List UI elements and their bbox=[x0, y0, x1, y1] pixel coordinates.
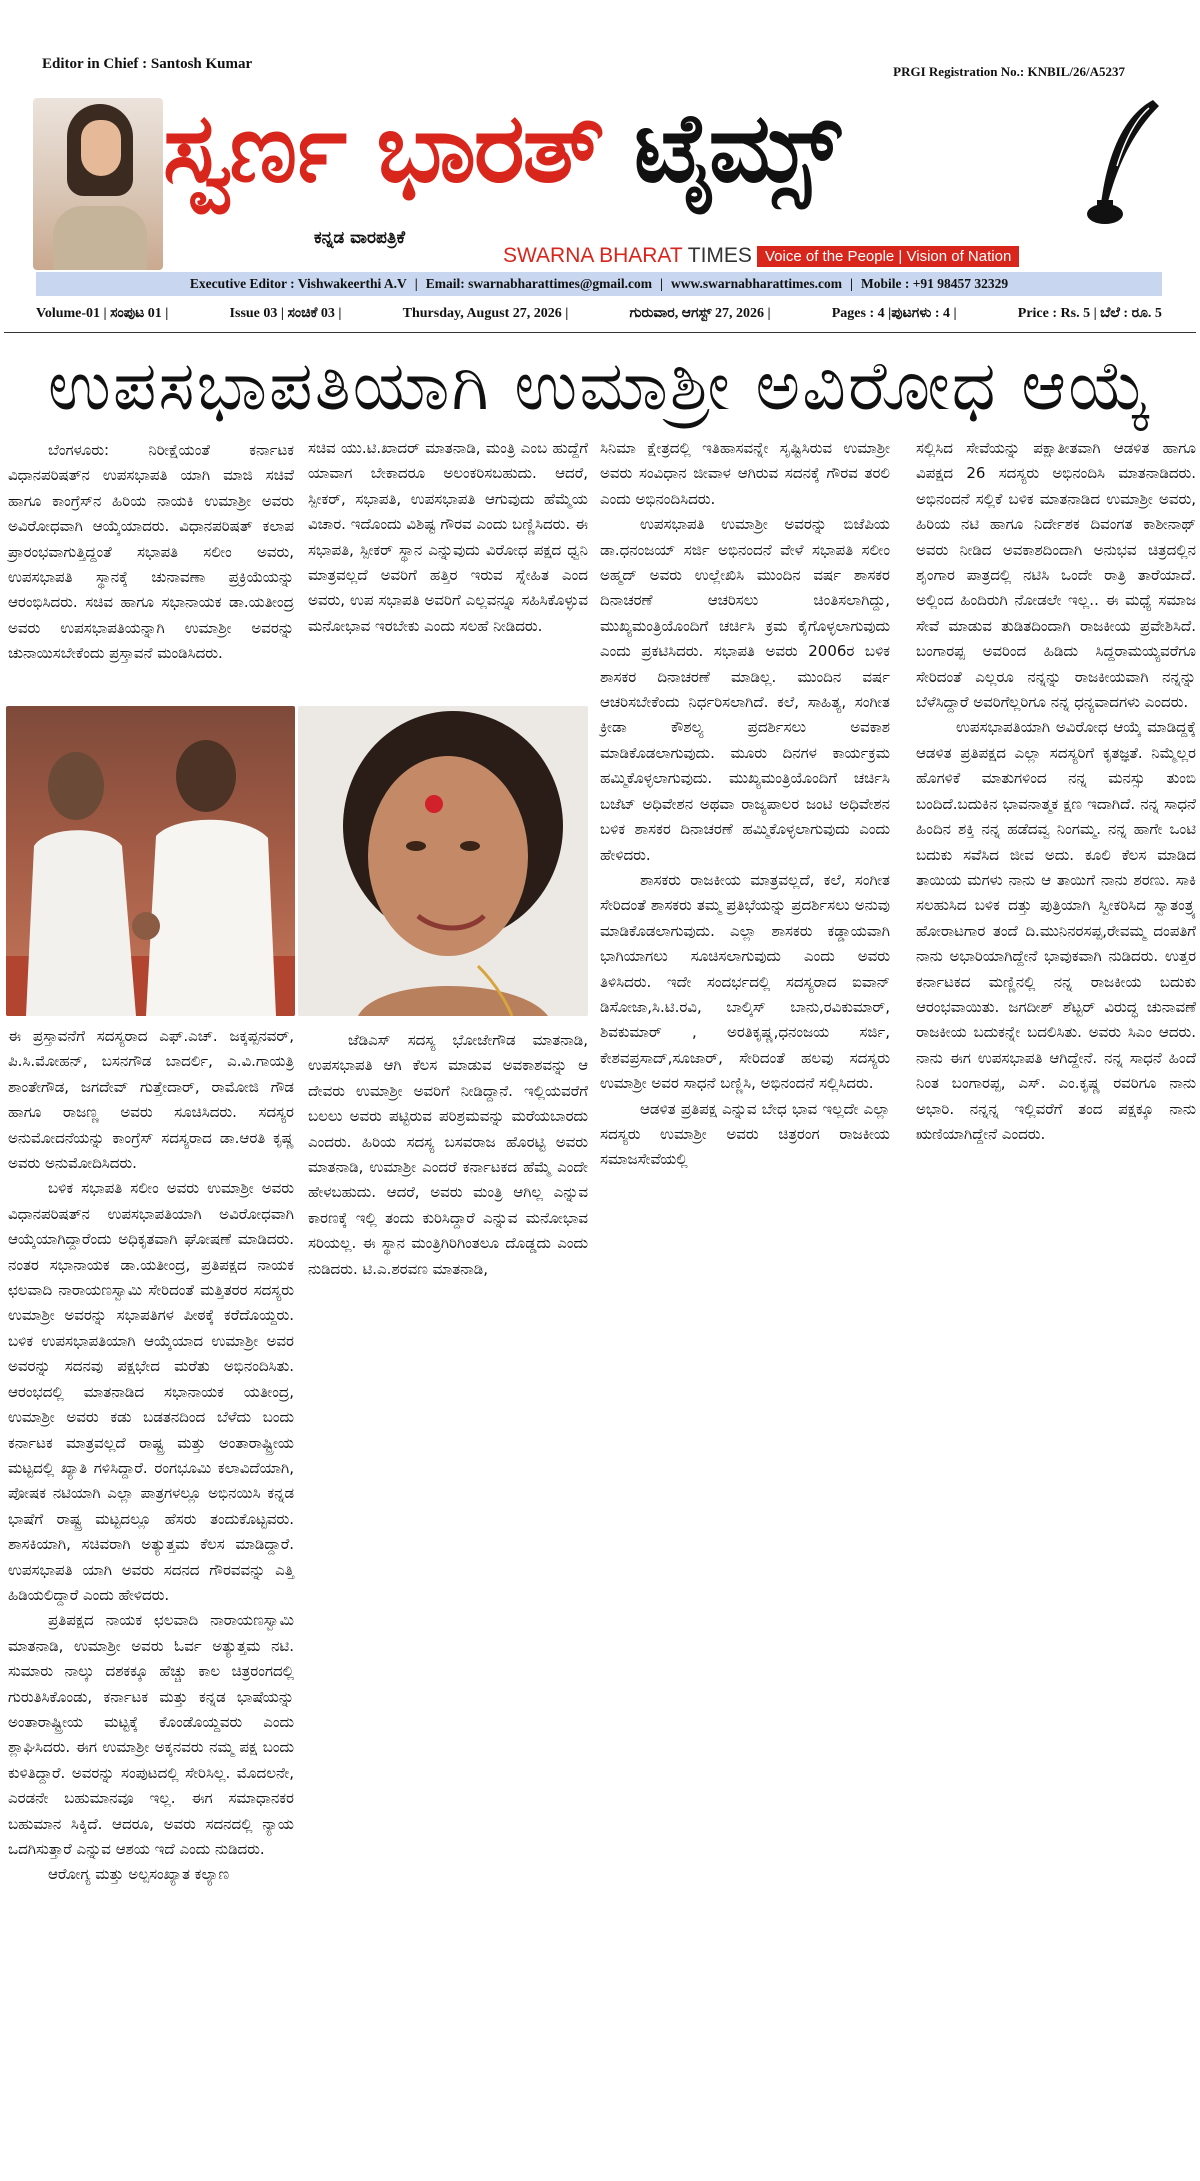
registration-number: PRGI Registration No.: KNBIL/26/A5237 bbox=[893, 64, 1125, 79]
price: Price : Rs. 5 | ಬೆಲೆ : ರೂ. 5 bbox=[1017, 306, 1162, 321]
masthead bbox=[33, 88, 1163, 278]
paragraph: ಉಪಸಭಾಪತಿ ಉಮಾಶ್ರೀ ಅವರನ್ನು ಬಿಜೆಪಿಯ ಡಾ.ಧನಂಜಯ್ ಸರ್ಜಿ ಅಭಿನಂದನೆ ವೇಳೆ ಸಭಾಪತಿ ಸಲೀಂ ಅಹ್ಮದ್ ಅವರು ಉಲ್ಲೇಖಿಸಿ ಮುಂದಿನ ವರ್ಷ ಶಾಸಕರ ದಿನಾಚರಣೆ ಆಚರಿಸಲು ಚಿಂತಿಸಲಾಗಿದ್ದು, ಮುಖ್ಯಮಂತ್ರಿಯೊಂದಿಗೆ ಚರ್ಚಿಸಿ ಕ್ರಮ ಕೈಗೊಳ್ಳಲಾಗುವುದು ಎಂದು ಪ್ರಕಟಿಸಿದರು. ಸಭಾಪತಿ ಅವರು 2006ರ ಬಳಿಕ ಶಾಸಕರ ದಿನಾಚರಣೆ ಮಾಡಿಲ್ಲ. ಮುಂದಿನ ವರ್ಷ ಆಚರಿಸಬೇಕೆಂದು ನಿರ್ಧರಿಸಲಾಗಿದೆ. ಕಲೆ, ಸಾಹಿತ್ಯ, ಸಂಗೀತ ಕ್ರೀಡಾ ಕೌಶಲ್ಯ ಪ್ರದರ್ಶಿಸಲು ಅವಕಾಶ ಮಾಡಿಕೊಡಲಾಗುವುದು. ಮೂರು ದಿನಗಳ ಕಾರ್ಯಕ್ರಮ ಹಮ್ಮಿಕೊಳ್ಳಲಾಗುವುದು. ಮುಖ್ಯಮಂತ್ರಿಯೊಂದಿಗೆ ಚರ್ಚಿಸಿ ಬಜೆಟ್ ಅಧಿವೇಶನ ಅಥವಾ ರಾಜ್ಯಪಾಲರ ಜಂಟಿ ಅಧಿವೇಶನ ಬಳಿಕ ಶಾಸಕರ ದಿನಾಚರಣೆ ಹಮ್ಮಿಕೊಳ್ಳಲಾಗುವುದು ಎಂದು ಹೇಳಿದರು. bbox=[600, 515, 890, 864]
paragraph: ಬಳಿಕ ಸಭಾಪತಿ ಸಲೀಂ ಅವರು ಉಮಾಶ್ರೀ ಅವರು ವಿಧಾನಪರಿಷತ್‌ನ ಉಪಸಭಾಪತಿಯಾಗಿ ಅವಿರೋಧವಾಗಿ ಆಯ್ಕೆಯಾಗಿದ್ದಾರೆಂದು ಅಧಿಕೃತವಾಗಿ ಘೋಷಣೆ ಮಾಡಿದರು. ನಂತರ ಸಭಾನಾಯಕ ಡಾ.ಯತೀಂದ್ರ, ಪ್ರತಿಪಕ್ಷದ ನಾಯಕ ಛಲವಾದಿ ನಾರಾಯಣಸ್ವಾಮಿ ಸೇರಿದಂತೆ ಮತ್ತಿತರರ ಸದಸ್ಯರು ಉಮಾಶ್ರೀ ಅವರನ್ನು ಸಭಾಪತಿಗಳ ಪೀಠಕ್ಕೆ ಕರೆದೊಯ್ದರು. ಬಳಿಕ ಉಪಸಭಾಪತಿಯಾಗಿ ಆಯ್ಕೆಯಾದ ಉಮಾಶ್ರೀ ಅವರ ಅವರನ್ನು ಸದನವು ಪಕ್ಷಭೇದ ಮರೆತು ಅಭಿನಂದಿಸಿತು. ಆರಂಭದಲ್ಲಿ ಮಾತನಾಡಿದ ಸಭಾನಾಯಕ ಯತೀಂದ್ರ, ಉಮಾಶ್ರೀ ಅವರು ಕಡು ಬಡತನದಿಂದ ಬೆಳೆದು ಬಂದು ಕರ್ನಾಟಕ ಮಾತ್ರವಲ್ಲದೆ ರಾಷ್ಟ್ರ ಮತ್ತು ಅಂತಾರಾಷ್ಟ್ರೀಯ ಮಟ್ಟದಲ್ಲಿ ಖ್ಯಾತಿ ಗಳಿಸಿದ್ದಾರೆ. ರಂಗಭೂಮಿ ಕಲಾವಿದೆಯಾಗಿ, ಪೋಷಕ ನಟಿಯಾಗಿ ಎಲ್ಲಾ ಪಾತ್ರಗಳಲ್ಲೂ ಅಭಿನಯಿಸಿ ಕನ್ನಡ ಭಾಷೆಗೆ ರಾಷ್ಟ್ರ ಮಟ್ಟದಲ್ಲೂ ಹೆಸರು ತಂದುಕೊಟ್ಟವರು. ಶಾಸಕಿಯಾಗಿ, ಸಚಿವರಾಗಿ ಅತ್ಯುತ್ತಮ ಕೆಲಸ ಮಾಡಿದ್ದಾರೆ. ಉಪಸಭಾಪತಿ ಯಾಗಿ ಅವರು ಸದನದ ಗೌರವವನ್ನು ಎತ್ತಿ ಹಿಡಿಯಲಿದ್ದಾರೆ ಎಂದು ಹೇಳಿದರು. bbox=[8, 1179, 294, 1604]
top-line bbox=[42, 56, 1125, 80]
divider bbox=[4, 332, 1196, 333]
tagline: Voice of the People | Vision of Nation bbox=[757, 246, 1019, 267]
date-english: Thursday, August 27, 2026 | bbox=[402, 306, 569, 321]
mobile-number: Mobile : +91 98457 32329 bbox=[860, 276, 1009, 291]
paragraph: ಬೆಂಗಳೂರು: ನಿರೀಕ್ಷೆಯಂತೆ ಕರ್ನಾಟಕ ವಿಧಾನಪರಿಷತ್‌ನ ಉಪಸಭಾಪತಿ ಯಾಗಿ ಮಾಜಿ ಸಚಿವೆ ಹಾಗೂ ಕಾಂಗ್ರೆಸ್‌ನ ಹಿರಿಯ ನಾಯಕಿ ಉಮಾಶ್ರೀ ಅವರು ಅವಿರೋಧವಾಗಿ ಆಯ್ಕೆಯಾದರು. ವಿಧಾನಪರಿಷತ್ ಕಲಾಪ ಪ್ರಾರಂಭವಾಗುತ್ತಿದ್ದಂತೆ ಸಭಾಪತಿ ಸಲೀಂ ಅವರು, ಉಪಸಭಾಪತಿ ಸ್ಥಾನಕ್ಕೆ ಚುನಾವಣಾ ಪ್ರಕ್ರಿಯೆಯನ್ನು ಆರಂಭಿಸಿದರು. ಸಚಿವ ಹಾಗೂ ಸಭಾನಾಯಕ ಡಾ.ಯತೀಂದ್ರ ಅವರು ಉಪಸಭಾಪತಿಯನ್ನಾಗಿ ಉಮಾಶ್ರೀ ಅವರನ್ನು ಚುನಾಯಿಸಬೇಕೆಂದು ಪ್ರಸ್ತಾವನೆ ಮಂಡಿಸಿದರು. bbox=[8, 441, 294, 663]
article-column-4 bbox=[916, 436, 1196, 1147]
paragraph: ಆರೋಗ್ಯ ಮತ್ತು ಅಲ್ಪಸಂಖ್ಯಾತ ಕಲ್ಯಾಣ bbox=[48, 1865, 230, 1884]
paragraph: ಪ್ರತಿಪಕ್ಷದ ನಾಯಕ ಛಲವಾದಿ ನಾರಾಯಣಸ್ವಾಮಿ ಮಾತನಾಡಿ, ಉಮಾಶ್ರೀ ಅವರು ಓರ್ವ ಅತ್ಯುತ್ತಮ ನಟಿ. ಸುಮಾರು ನಾಲ್ಕು ದಶಕಕ್ಕೂ ಹೆಚ್ಚು ಕಾಲ ಚಿತ್ರರಂಗದಲ್ಲಿ ಗುರುತಿಸಿಕೊಂಡು, ಕರ್ನಾಟಕ ಮತ್ತು ಕನ್ನಡ ಭಾಷೆಯನ್ನು ಅಂತಾರಾಷ್ಟ್ರೀಯ ಮಟ್ಟಕ್ಕೆ ಕೊಂಡೊಯ್ದವರು ಎಂದು ಶ್ಲಾಘಿಸಿದರು. ಈಗ ಉಮಾಶ್ರೀ ಅಕ್ಕನವರು ನಮ್ಮ ಪಕ್ಷ ಬಂದು ಕುಳಿತಿದ್ದಾರೆ. ಅವರನ್ನು ಸಂಪುಟದಲ್ಲಿ ಸೇರಿಸಿಲ್ಲ. ಮೊದಲನೇ, ಎರಡನೇ ಬಹುಮಾನವೂ ಇಲ್ಲ. ಈಗ ಸಮಾಧಾನಕರ ಬಹುಮಾನ ಸಿಕ್ಕಿದೆ. ಆದರೂ, ಅವರು ಸದನದಲ್ಲಿ ನ್ಯಾಯ ಒದಗಿಸುತ್ತಾರೆ ಎನ್ನುವ ಆಶಯ ಇದೆ ಎಂದು ನುಡಿದರು. bbox=[8, 1611, 294, 1858]
title-red-part: ಸ್ವರ್ಣ ಭಾರತ್ bbox=[163, 92, 635, 204]
paragraph: ಆಡಳಿತ ಪ್ರತಿಪಕ್ಷ ಎನ್ನುವ ಬೇಧ ಭಾವ ಇಲ್ಲದೇ ಎಲ್ಲಾ ಸದಸ್ಯರು ಉಮಾಶ್ರೀ ಅವರು ಚಿತ್ರರಂಗ ರಾಜಕೀಯ ಸಮಾಜಸೇವೆಯಲ್ಲಿ bbox=[600, 1099, 890, 1169]
paragraph: ಜೆಡಿಎಸ್ ಸದಸ್ಯ ಭೋಜೇಗೌಡ ಮಾತನಾಡಿ, ಉಪಸಭಾಪತಿ ಆಗಿ ಕೆಲಸ ಮಾಡುವ ಅವಕಾಶವನ್ನು ಆ ದೇವರು ಉಮಾಶ್ರೀ ಅವರಿಗೆ ನೀಡಿದ್ದಾನೆ. ಇಲ್ಲಿಯವರೆಗೆ ಬಲಲು ಅವರು ಪಟ್ಟಿರುವ ಪರಿಶ್ರಮವನ್ನು ಮರೆಯಬಾರದು ಎಂದರು. ಹಿರಿಯ ಸದಸ್ಯ ಬಸವರಾಜ ಹೊರಟ್ಟಿ ಅವರು ಮಾತನಾಡಿ, ಉಮಾಶ್ರೀ ಎಂದರೆ ಕರ್ನಾಟಕದ ಹೆಮ್ಮೆ ಎಂದೇ ಹೇಳಬಹುದು. ಆದರೆ, ಅವರು ಮಂತ್ರಿ ಆಗಿಲ್ಲ ಎನ್ನುವ ಕಾರಣಕ್ಕೆ ಇಲ್ಲಿ ತಂದು ಕುರಿಸಿದ್ದಾರೆ ಎನ್ನುವ ಮನೋಭಾವ ಸರಿಯಲ್ಲ. ಈ ಸ್ಥಾನ ಮಂತ್ರಿಗಿರಿಗಿಂತಲೂ ದೊಡ್ಡದು ಎಂದು ನುಡಿದರು. ಟಿ.ಎ.ಶರವಣ ಮಾತನಾಡಿ, bbox=[308, 1031, 588, 1278]
paragraph: ಸಿನಿಮಾ ಕ್ಷೇತ್ರದಲ್ಲಿ ಇತಿಹಾಸವನ್ನೇ ಸೃಷ್ಟಿಸಿರುವ ಉಮಾಶ್ರೀ ಅವರು ಸಂವಿಧಾನ ಜೀವಾಳ ಆಗಿರುವ ಸದನಕ್ಕೆ ಗೌರವ ತರಲಿ ಎಂದು ಅಭಿನಂದಿಸಿದರು. bbox=[600, 439, 890, 508]
article-column-1-bottom bbox=[8, 1024, 294, 1888]
subtitle-english bbox=[503, 244, 752, 268]
contact-bar: Executive Editor : Vishwakeerthi A.V | Email: swarnabharattimes@gmail.com | www.swarnabharattimes.com | Mobile : +91 98457 32329 bbox=[36, 272, 1162, 296]
article-column-1-top bbox=[8, 438, 294, 667]
headline: ಉಪಸಭಾಪತಿಯಾಗಿ ಉಮಾಶ್ರೀ ಅವಿರೋಧ ಆಯ್ಕೆ bbox=[47, 347, 1153, 426]
paragraph: ಸಲ್ಲಿಸಿದ ಸೇವೆಯನ್ನು ಪಕ್ಷಾತೀತವಾಗಿ ಆಡಳಿತ ಹಾಗೂ ವಿಪಕ್ಷದ 26 ಸದಸ್ಯರು ಅಭಿನಂದಿಸಿ ಮಾತನಾಡಿದರು. ಅಭಿನಂದನೆ ಸಲ್ಲಿಕೆ ಬಳಿಕ ಮಾತನಾಡಿದ ಉಮಾಶ್ರೀ ಅವರು, ಹಿರಿಯ ನಟಿ ಹಾಗೂ ನಿರ್ದೇಶಕ ದಿವಂಗತ ಕಾಶೀನಾಥ್ ಅವರು ನೀಡಿದ ಅವಕಾಶದಿಂದಾಗಿ ಅನುಭವ ಚಿತ್ರದಲ್ಲಿನ ಶೃಂಗಾರ ಪಾತ್ರದಲ್ಲಿ ನಟಿಸಿ ಒಂದೇ ರಾತ್ರಿ ತಾರೆಯಾದೆ. ಅಲ್ಲಿಂದ ಹಿಂದಿರುಗಿ ನೋಡಲೇ ಇಲ್ಲ.. ಈ ಮಧ್ಯೆ ಸಮಾಜ ಸೇವೆ ಮಾಡುವ ತುಡಿತದಿಂದಾಗಿ ರಾಜಕೀಯ ಪ್ರವೇಶಿಸಿದೆ. ಬಂಗಾರಪ್ಪ ಅವರಿಂದ ಹಿಡಿದು ಸಿದ್ದರಾಮಯ್ಯವರೆಗೂ ಸೇರಿದಂತೆ ಎಲ್ಲರೂ ನನ್ನನ್ನು ರಾಜಕೀಯವಾಗಿ ನನ್ನನ್ನು ಬೆಳೆಸಿದ್ದಾರೆ ಅವರಿಗೆಲ್ಲರಿಗೂ ನನ್ನ ಧನ್ಯವಾದಗಳು ಎಂದರು. bbox=[916, 439, 1196, 712]
website-link[interactable]: www.swarnabharattimes.com bbox=[670, 276, 842, 291]
paragraph: ಸಚಿವ ಯು.ಟಿ.ಖಾದರ್ ಮಾತನಾಡಿ, ಮಂತ್ರಿ ಎಂಬ ಹುದ್ದೆಗೆ ಯಾವಾಗ ಬೇಕಾದರೂ ಅಲಂಕರಿಸಬಹುದು. ಆದರೆ, ಸ್ಪೀಕರ್, ಸಭಾಪತಿ, ಉಪಸಭಾಪತಿ ಆಗುವುದು ಹೆಮ್ಮೆಯ ವಿಚಾರ. ಇದೊಂದು ವಿಶಿಷ್ಟ ಗೌರವ ಎಂದು ಬಣ್ಣಿಸಿದರು. ಈ ಸಭಾಪತಿ, ಸ್ಪೀಕರ್ ಸ್ಥಾನ ಎನ್ನುವುದು ವಿರೋಧ ಪಕ್ಷದ ಧ್ವನಿ ಮಾತ್ರವಲ್ಲದೆ ಅವರಿಗೆ ಹತ್ತಿರ ಇರುವ ಸ್ನೇಹಿತ ಎಂದ ಅವರು, ಉಪ ಸಭಾಪತಿ ಅವರಿಗೆ ಎಲ್ಲವನ್ನೂ ಸಹಿಸಿಕೊಳ್ಳುವ ಮನೋಭಾವ ಇರಬೇಕು ಎಂದು ಸಲಹೆ ನೀಡಿದರು. bbox=[308, 439, 588, 635]
subtitle-en-a: SWARNA BHARAT bbox=[503, 244, 688, 267]
subtitle-kannada: ಕನ್ನಡ ವಾರಪತ್ರಿಕೆ bbox=[314, 228, 406, 248]
newspaper-title bbox=[163, 88, 838, 208]
article-column-2-bottom bbox=[308, 1028, 588, 1282]
email-link[interactable]: Email: swarnabharattimes@gmail.com bbox=[425, 276, 652, 291]
issue-info-bar bbox=[36, 306, 1162, 328]
paragraph: ಶಾಸಕರು ರಾಜಕೀಯ ಮಾತ್ರವಲ್ಲದೆ, ಕಲೆ, ಸಂಗೀತ ಸೇರಿದಂತೆ ಶಾಸಕರು ತಮ್ಮ ಪ್ರತಿಭೆಯನ್ನು ಪ್ರದರ್ಶಿಸಲು ಅನುವು ಮಾಡಿಕೊಡಲಾಗುವುದು. ಎಲ್ಲಾ ಶಾಸಕರು ಕಡ್ಡಾಯವಾಗಿ ಭಾಗಿಯಾಗಲು ಸೂಚಿಸಲಾಗುವುದು ಎಂದು ಅವರು ತಿಳಿಸಿದರು. ಇದೇ ಸಂದರ್ಭದಲ್ಲಿ ಸದಸ್ಯರಾದ ಐವಾನ್ ಡಿಸೋಜಾ,ಸಿ.ಟಿ.ರವಿ, ಬಾಲ್ಕಿಸ್ ಬಾನು,ರವಿಕುಮಾರ್, ಶಿವಕುಮಾರ್ , ಅರತಿಕೃಷ್ಣ,ಧನಂಜಯ ಸರ್ಜಿ, ಕೇಶವಪ್ರಸಾದ್,ಸೂಜಾರ್, ಸೇರಿದಂತೆ ಹಲವು ಸದಸ್ಯರು ಉಮಾಶ್ರೀ ಅವರ ಸಾಧನೆ ಬಣ್ಣಿಸಿ, ಅಭಿನಂದನೆ ಸಲ್ಲಿಸಿದರು. bbox=[600, 870, 890, 1093]
masthead-portrait bbox=[33, 98, 163, 270]
pages: Pages : 4 |ಪುಟಗಳು : 4 | bbox=[831, 306, 957, 321]
paragraph: ಉಪಸಭಾಪತಿಯಾಗಿ ಅವಿರೋಧ ಆಯ್ಕೆ ಮಾಡಿದ್ದಕ್ಕೆ ಆಡಳಿತ ಪ್ರತಿಪಕ್ಷದ ಎಲ್ಲಾ ಸದಸ್ಯರಿಗೆ ಕೃತಜ್ಞತೆ. ನಿಮ್ಮೆಲ್ಲರ ಹೊಗಳಿಕೆ ಮಾತುಗಳಿಂದ ನನ್ನ ಮನಸ್ಸು ತುಂಬಿ ಬಂದಿದೆ.ಬದುಕಿನ ಭಾವನಾತ್ಮಕ ಕ್ಷಣ ಇದಾಗಿದೆ. ನನ್ನ ಸಾಧನೆ ಹಿಂದಿನ ಶಕ್ತಿ ನನ್ನ ಹಡೆದವ್ವ ನಿಂಗಮ್ಮ. ನನ್ನ ಹಾಗೇ ಒಂಟಿ ಬದುಕು ಸವೆಸಿದ ಜೀವ ಅದು. ಕೂಲಿ ಕೆಲಸ ಮಾಡಿದ ತಾಯಿಯ ಮಗಳು ನಾನು ಆ ತಾಯಿಗೆ ನಾನು ಶರಣು. ಸಾಕಿ ಸಲಹುಸಿದ ಬಳಿಕ ದತ್ತು ಪುತ್ರಿಯಾಗಿ ಸ್ವೀಕರಿಸಿದ ಸ್ವಾತಂತ್ರ್ಯ ಹೋರಾಟಗಾರ ತಂದೆ ದಿ.ಮುನಿನರಸಪ್ಪ,ರೇವಮ್ಮ ದಂಪತಿಗೆ ನಾನು ಅಭಾರಿಯಾಗಿದ್ದೇನೆ ಭಾವುಕವಾಗಿ ನುಡಿದರು. ಉತ್ತರ ಕರ್ನಾಟಕದ ಮಣ್ಣಿನಲ್ಲಿ ನನ್ನ ರಾಜಕೀಯ ಬದುಕು ಆರಂಭವಾಯಿತು. ಜಗದೀಶ್ ಶೆಟ್ಟರ್ ವಿರುದ್ಧ ಚುನಾವಣೆ ರಾಜಕೀಯ ಬದುಕನ್ನೇ ಬದಲಿಸಿತು. ಅವರು ಸಿಎಂ ಆದರು. ನಾನು ಈಗ ಉಪಸಭಾಪತಿ ಆಗಿದ್ದೇನೆ. ನನ್ನ ಸಾಧನೆ ಹಿಂದೆ ನಿಂತ ಬಂಗಾರಪ್ಪ, ಎಸ್. ಎಂ.ಕೃಷ್ಣ ರವರಿಗೂ ನಾನು ಅಭಾರಿ. ನನ್ನನ್ನ ಇಲ್ಲಿವರೆಗೆ ತಂದ ಪಕ್ಷಕ್ಕೂ ನಾನು ಋಣಿಯಾಗಿದ್ದೇನೆ ಎಂದರು. bbox=[916, 718, 1196, 1143]
editor-in-chief: Editor in Chief : Santosh Kumar bbox=[42, 56, 253, 72]
issue: Issue 03 | ಸಂಚಿಕೆ 03 | bbox=[229, 306, 342, 321]
title-black-part: ಟೈಮ್ಸ್ bbox=[634, 92, 839, 204]
subtitle-en-b: TIMES bbox=[687, 244, 752, 267]
executive-editor: Executive Editor : Vishwakeerthi A.V bbox=[189, 276, 407, 291]
article-column-3 bbox=[600, 436, 890, 1173]
photo-leaders-handshake bbox=[6, 706, 295, 1016]
quill-inkpot-icon bbox=[1083, 96, 1163, 226]
paragraph: ಈ ಪ್ರಸ್ತಾವನೆಗೆ ಸದಸ್ಯರಾದ ಎಫ್.ಎಚ್. ಜಕ್ಕಪ್ಪನವರ್, ಪಿ.ಸಿ.ಮೋಹನ್, ಬಸನಗೌಡ ಬಾದರ್ಲಿ, ಎ.ವಿ.ಗಾಯತ್ರಿ ಶಾಂತೇಗೌಡ, ಜಗದೇವ್ ಗುತ್ತೇದಾರ್, ರಾಮೋಜಿ ಗೌಡ ಹಾಗೂ ರಾಜಣ್ಣ ಅವರು ಸೂಚಿಸಿದರು. ಸದಸ್ಯರ ಅನುಮೋದನೆಯನ್ನು ಕಾಂಗ್ರೆಸ್ ಸದಸ್ಯರಾದ ಡಾ.ಆರತಿ ಕೃಷ್ಣ ಅವರು ಅನುಮೋದಿಸಿದರು. bbox=[8, 1027, 294, 1173]
date-kannada: ಗುರುವಾರ, ಆಗಸ್ಟ್ 27, 2026 | bbox=[629, 306, 771, 321]
article-column-2-top bbox=[308, 436, 588, 639]
volume: Volume-01 | ಸಂಪುಟ 01 | bbox=[36, 306, 169, 321]
photo-umashree-portrait bbox=[298, 706, 588, 1016]
